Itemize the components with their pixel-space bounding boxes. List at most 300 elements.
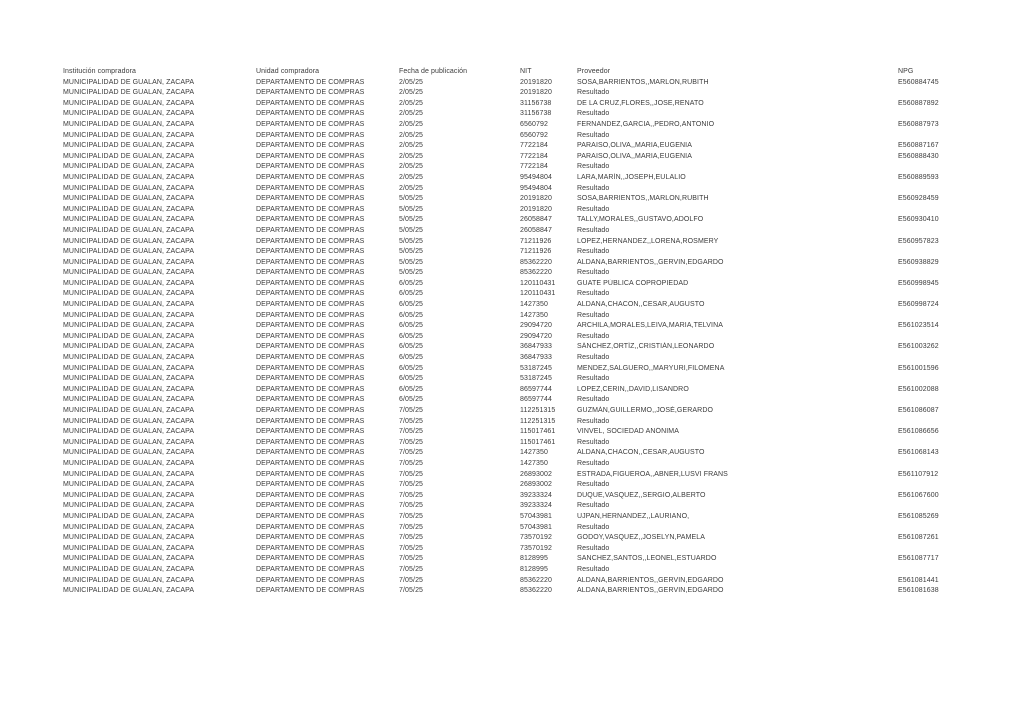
cell-institucion-compradora: MUNICIPALIDAD DE GUALAN, ZACAPA: [63, 385, 195, 393]
cell-institucion-compradora: MUNICIPALIDAD DE GUALAN, ZACAPA: [63, 258, 195, 266]
cell-nit: 95494804: [520, 184, 552, 192]
cell-fecha-publicacion: 7/05/25: [399, 481, 424, 489]
cell-npg: E560889593: [898, 173, 939, 181]
cell-institucion-compradora: MUNICIPALIDAD DE GUALAN, ZACAPA: [63, 534, 195, 542]
cell-proveedor: Resultado: [577, 544, 610, 552]
cell-fecha-publicacion: 2/05/25: [399, 152, 424, 160]
cell-npg: [898, 109, 1024, 120]
table-row: [63, 205, 1024, 216]
cell-fecha-publicacion: 2/05/25: [399, 184, 424, 192]
cell-nit: 1427350: [520, 459, 548, 467]
table-row: [63, 226, 1024, 237]
cell-proveedor: Resultado: [577, 481, 610, 489]
table-row: [63, 491, 1024, 502]
cell-npg: E561085269: [898, 512, 939, 520]
table-row: [63, 417, 1024, 428]
cell-fecha-publicacion: 6/05/25: [399, 343, 424, 351]
table-row: [63, 565, 1024, 576]
cell-npg: E560884745: [898, 78, 939, 86]
table-row: [63, 353, 1024, 364]
column-header-unidad-compradora: Unidad compradora: [256, 68, 320, 75]
table-row: [63, 438, 1024, 449]
cell-nit: 6560792: [520, 120, 548, 128]
cell-npg: [898, 162, 1024, 173]
cell-npg: E560998724: [898, 301, 939, 309]
cell-fecha-publicacion: 6/05/25: [399, 375, 424, 383]
cell-institucion-compradora: MUNICIPALIDAD DE GUALAN, ZACAPA: [63, 481, 195, 489]
cell-proveedor: Resultado: [577, 184, 610, 192]
cell-nit: 31156738: [520, 110, 552, 118]
cell-nit: 85362220: [520, 587, 552, 595]
cell-institucion-compradora: MUNICIPALIDAD DE GUALAN, ZACAPA: [63, 343, 195, 351]
cell-institucion-compradora: MUNICIPALIDAD DE GUALAN, ZACAPA: [63, 555, 195, 563]
cell-institucion-compradora: MUNICIPALIDAD DE GUALAN, ZACAPA: [63, 290, 195, 298]
cell-proveedor: Resultado: [577, 459, 610, 467]
table-row: [63, 427, 1024, 438]
cell-institucion-compradora: MUNICIPALIDAD DE GUALAN, ZACAPA: [63, 491, 195, 499]
cell-nit: 57043981: [520, 523, 552, 531]
cell-npg: [898, 438, 1024, 449]
cell-fecha-publicacion: 5/05/25: [399, 216, 424, 224]
cell-unidad-compradora: DEPARTAMENTO DE COMPRAS: [256, 258, 365, 266]
cell-npg: E560957823: [898, 237, 939, 245]
table-row: [63, 395, 1024, 406]
cell-proveedor: SANCHEZ,SANTOS,,LEONEL,ESTUARDO: [577, 555, 717, 563]
cell-proveedor: DE LA CRUZ,FLORES,,JOSE,RENATO: [577, 99, 704, 107]
cell-nit: 112251315: [520, 417, 556, 425]
cell-unidad-compradora: DEPARTAMENTO DE COMPRAS: [256, 142, 365, 150]
cell-proveedor: Resultado: [577, 354, 610, 362]
table-row: [63, 332, 1024, 343]
cell-nit: 1427350: [520, 301, 548, 309]
cell-fecha-publicacion: 7/05/25: [399, 576, 424, 584]
cell-fecha-publicacion: 7/05/25: [399, 565, 424, 573]
table-row: [63, 173, 1024, 184]
cell-fecha-publicacion: 7/05/25: [399, 407, 424, 414]
cell-npg: [898, 226, 1024, 237]
cell-proveedor: Resultado: [577, 248, 610, 256]
cell-institucion-compradora: MUNICIPALIDAD DE GUALAN, ZACAPA: [63, 311, 195, 319]
cell-npg: [898, 268, 1024, 279]
cell-proveedor: ALDANA,BARRIENTOS,,GERVIN,EDGARDO: [577, 587, 724, 595]
cell-npg: E561067600: [898, 491, 939, 499]
cell-npg: [898, 480, 1024, 491]
cell-nit: 85362220: [520, 258, 552, 266]
cell-nit: 86597744: [520, 385, 552, 393]
cell-proveedor: SOSA,BARRIENTOS,,MARLON,RUBITH: [577, 195, 709, 203]
cell-fecha-publicacion: 5/05/25: [399, 248, 424, 256]
table-row: [63, 374, 1024, 385]
cell-unidad-compradora: DEPARTAMENTO DE COMPRAS: [256, 110, 365, 118]
cell-nit: 7722184: [520, 163, 548, 171]
cell-nit: 20191820: [520, 89, 552, 97]
cell-nit: 7722184: [520, 152, 548, 160]
cell-unidad-compradora: DEPARTAMENTO DE COMPRAS: [256, 354, 365, 362]
cell-institucion-compradora: MUNICIPALIDAD DE GUALAN, ZACAPA: [63, 396, 195, 404]
table-row: [63, 194, 1024, 205]
cell-npg: [898, 395, 1024, 406]
cell-unidad-compradora: DEPARTAMENTO DE COMPRAS: [256, 375, 365, 383]
cell-npg: E560887892: [898, 99, 939, 107]
cell-nit: 85362220: [520, 576, 552, 584]
cell-npg: E561003262: [898, 343, 939, 351]
cell-institucion-compradora: MUNICIPALIDAD DE GUALAN, ZACAPA: [63, 364, 195, 372]
cell-proveedor: Resultado: [577, 269, 610, 277]
cell-proveedor: DUQUE,VASQUEZ,,SERGIO,ALBERTO: [577, 491, 706, 499]
cell-unidad-compradora: DEPARTAMENTO DE COMPRAS: [256, 131, 365, 139]
table-row: [63, 268, 1024, 279]
table-row: [63, 162, 1024, 173]
table-row: [63, 279, 1024, 290]
cell-institucion-compradora: MUNICIPALIDAD DE GUALAN, ZACAPA: [63, 438, 195, 446]
table-row: [63, 342, 1024, 353]
cell-unidad-compradora: DEPARTAMENTO DE COMPRAS: [256, 385, 365, 393]
cell-proveedor: ALDANA,BARRIENTOS,,GERVIN,EDGARDO: [577, 258, 724, 266]
cell-npg: [898, 417, 1024, 428]
cell-proveedor: ALDANA,CHACON,,CESAR,AUGUSTO: [577, 301, 705, 309]
cell-proveedor: GODOY,VASQUEZ,,JOSELYN,PAMELA: [577, 534, 706, 542]
cell-fecha-publicacion: 2/05/25: [399, 110, 424, 118]
cell-npg: [898, 374, 1024, 385]
cell-fecha-publicacion: 2/05/25: [399, 89, 424, 97]
cell-proveedor: Resultado: [577, 332, 610, 340]
cell-nit: 36847933: [520, 354, 552, 362]
cell-proveedor: GUATE PÚBLICA COPROPIEDAD: [577, 279, 689, 287]
cell-nit: 85362220: [520, 269, 552, 277]
cell-npg: [898, 289, 1024, 300]
cell-npg: [898, 523, 1024, 534]
cell-proveedor: MENDEZ,SALGUERO,,MARYURI,FILOMENA: [577, 364, 725, 372]
cell-npg: [898, 131, 1024, 142]
cell-fecha-publicacion: 2/05/25: [399, 131, 424, 139]
table-row: [63, 523, 1024, 534]
cell-fecha-publicacion: 2/05/25: [399, 99, 424, 107]
cell-institucion-compradora: MUNICIPALIDAD DE GUALAN, ZACAPA: [63, 512, 195, 520]
cell-fecha-publicacion: 7/05/25: [399, 449, 424, 457]
cell-institucion-compradora: MUNICIPALIDAD DE GUALAN, ZACAPA: [63, 449, 195, 457]
cell-institucion-compradora: MUNICIPALIDAD DE GUALAN, ZACAPA: [63, 110, 195, 118]
cell-nit: 57043981: [520, 512, 552, 520]
cell-proveedor: VINVEL, SOCIEDAD ANÓNIMA: [577, 428, 679, 436]
table-row: [63, 544, 1024, 555]
cell-npg: E560887973: [898, 120, 939, 128]
cell-institucion-compradora: MUNICIPALIDAD DE GUALAN, ZACAPA: [63, 226, 195, 234]
cell-institucion-compradora: MUNICIPALIDAD DE GUALAN, ZACAPA: [63, 99, 195, 107]
cell-unidad-compradora: DEPARTAMENTO DE COMPRAS: [256, 502, 365, 510]
cell-unidad-compradora: DEPARTAMENTO DE COMPRAS: [256, 512, 365, 520]
cell-nit: 8128995: [520, 555, 548, 563]
cell-institucion-compradora: MUNICIPALIDAD DE GUALAN, ZACAPA: [63, 237, 195, 245]
table-row: [63, 385, 1024, 396]
cell-institucion-compradora: MUNICIPALIDAD DE GUALAN, ZACAPA: [63, 322, 195, 330]
cell-institucion-compradora: MUNICIPALIDAD DE GUALAN, ZACAPA: [63, 89, 195, 97]
cell-proveedor: PARAISO,OLIVA,,MARIA,EUGENIA: [577, 152, 692, 160]
cell-fecha-publicacion: 6/05/25: [399, 279, 424, 287]
cell-nit: 120110431: [520, 290, 556, 298]
cell-unidad-compradora: DEPARTAMENTO DE COMPRAS: [256, 301, 365, 309]
table-row: [63, 576, 1024, 587]
cell-unidad-compradora: DEPARTAMENTO DE COMPRAS: [256, 428, 365, 436]
cell-proveedor: PARAISO,OLIVA,,MARIA,EUGENIA: [577, 142, 692, 150]
cell-fecha-publicacion: 5/05/25: [399, 258, 424, 266]
cell-npg: E560887167: [898, 142, 939, 150]
cell-npg: E561086656: [898, 428, 939, 436]
cell-proveedor: Resultado: [577, 89, 610, 97]
cell-fecha-publicacion: 6/05/25: [399, 290, 424, 298]
column-header-institucion-compradora: Institución compradora: [63, 68, 137, 75]
cell-unidad-compradora: DEPARTAMENTO DE COMPRAS: [256, 407, 365, 414]
cell-fecha-publicacion: 7/05/25: [399, 544, 424, 552]
cell-nit: 8128995: [520, 565, 548, 573]
cell-institucion-compradora: MUNICIPALIDAD DE GUALAN, ZACAPA: [63, 417, 195, 425]
cell-unidad-compradora: DEPARTAMENTO DE COMPRAS: [256, 438, 365, 446]
cell-fecha-publicacion: 6/05/25: [399, 301, 424, 309]
cell-fecha-publicacion: 7/05/25: [399, 491, 424, 499]
table-row: [63, 215, 1024, 226]
column-header-npg: NPG: [898, 68, 914, 75]
cell-npg: [898, 332, 1024, 343]
cell-institucion-compradora: MUNICIPALIDAD DE GUALAN, ZACAPA: [63, 544, 195, 552]
cell-proveedor: Resultado: [577, 565, 610, 573]
cell-unidad-compradora: DEPARTAMENTO DE COMPRAS: [256, 565, 365, 573]
cell-fecha-publicacion: 5/05/25: [399, 226, 424, 234]
cell-fecha-publicacion: 6/05/25: [399, 322, 424, 330]
cell-nit: 20191820: [520, 78, 552, 86]
cell-fecha-publicacion: 5/05/25: [399, 269, 424, 277]
cell-institucion-compradora: MUNICIPALIDAD DE GUALAN, ZACAPA: [63, 248, 195, 256]
cell-unidad-compradora: DEPARTAMENTO DE COMPRAS: [256, 322, 365, 330]
cell-institucion-compradora: MUNICIPALIDAD DE GUALAN, ZACAPA: [63, 428, 195, 436]
cell-npg: [898, 565, 1024, 576]
cell-nit: 1427350: [520, 449, 548, 457]
cell-unidad-compradora: DEPARTAMENTO DE COMPRAS: [256, 290, 365, 298]
cell-institucion-compradora: MUNICIPALIDAD DE GUALAN, ZACAPA: [63, 587, 195, 595]
cell-unidad-compradora: DEPARTAMENTO DE COMPRAS: [256, 481, 365, 489]
cell-fecha-publicacion: 7/05/25: [399, 417, 424, 425]
cell-proveedor: UJPAN,HERNANDEZ,,LAURIANO,: [577, 512, 690, 520]
cell-npg: [898, 501, 1024, 512]
table-row: [63, 152, 1024, 163]
table-row: [63, 131, 1024, 142]
cell-unidad-compradora: DEPARTAMENTO DE COMPRAS: [256, 311, 365, 319]
cell-proveedor: Resultado: [577, 523, 610, 531]
cell-fecha-publicacion: 6/05/25: [399, 364, 424, 372]
cell-unidad-compradora: DEPARTAMENTO DE COMPRAS: [256, 587, 365, 595]
cell-fecha-publicacion: 2/05/25: [399, 163, 424, 171]
cell-proveedor: SÁNCHEZ,ORTÍZ,,CRISTIÁN,LEONARDO: [577, 343, 715, 351]
cell-fecha-publicacion: 7/05/25: [399, 470, 424, 478]
cell-fecha-publicacion: 6/05/25: [399, 396, 424, 404]
cell-unidad-compradora: DEPARTAMENTO DE COMPRAS: [256, 544, 365, 552]
table-row: [63, 586, 1024, 597]
cell-npg: E561087717: [898, 555, 939, 563]
cell-proveedor: LOPEZ,CERIN,,DAVID,LISANDRO: [577, 385, 689, 393]
table-row: [63, 480, 1024, 491]
table-row: [63, 300, 1024, 311]
cell-proveedor: Resultado: [577, 131, 610, 139]
table-row: [63, 470, 1024, 481]
cell-nit: 120110431: [520, 279, 556, 287]
cell-institucion-compradora: MUNICIPALIDAD DE GUALAN, ZACAPA: [63, 195, 195, 203]
cell-npg: [898, 88, 1024, 99]
cell-unidad-compradora: DEPARTAMENTO DE COMPRAS: [256, 459, 365, 467]
cell-unidad-compradora: DEPARTAMENTO DE COMPRAS: [256, 120, 365, 128]
cell-nit: 71211926: [520, 237, 552, 245]
cell-fecha-publicacion: 6/05/25: [399, 354, 424, 362]
cell-fecha-publicacion: 2/05/25: [399, 78, 424, 86]
cell-unidad-compradora: DEPARTAMENTO DE COMPRAS: [256, 523, 365, 531]
table-row: [63, 237, 1024, 248]
table-row: [63, 120, 1024, 131]
table-row: [63, 533, 1024, 544]
cell-fecha-publicacion: 2/05/25: [399, 142, 424, 150]
table-row: [63, 141, 1024, 152]
cell-proveedor: Resultado: [577, 502, 610, 510]
cell-proveedor: Resultado: [577, 226, 610, 234]
cell-proveedor: FERNANDEZ,GARCIA,,PEDRO,ANTONIO: [577, 120, 715, 128]
cell-proveedor: ESTRADA,FIGUEROA,,ABNER,LUSVI FRANS: [577, 470, 728, 478]
table-row: [63, 512, 1024, 523]
cell-institucion-compradora: MUNICIPALIDAD DE GUALAN, ZACAPA: [63, 216, 195, 224]
table-row: [63, 554, 1024, 565]
cell-fecha-publicacion: 7/05/25: [399, 438, 424, 446]
cell-nit: 29094720: [520, 332, 552, 340]
cell-institucion-compradora: MUNICIPALIDAD DE GUALAN, ZACAPA: [63, 576, 195, 584]
cell-nit: 39233324: [520, 502, 552, 510]
cell-npg: E561001596: [898, 364, 939, 372]
cell-institucion-compradora: MUNICIPALIDAD DE GUALAN, ZACAPA: [63, 184, 195, 192]
cell-unidad-compradora: DEPARTAMENTO DE COMPRAS: [256, 417, 365, 425]
cell-unidad-compradora: DEPARTAMENTO DE COMPRAS: [256, 226, 365, 234]
cell-nit: 115017461: [520, 438, 556, 446]
table-row: [63, 448, 1024, 459]
cell-institucion-compradora: MUNICIPALIDAD DE GUALAN, ZACAPA: [63, 375, 195, 383]
cell-nit: 26893002: [520, 470, 552, 478]
cell-npg: E561086087: [898, 407, 939, 414]
cell-unidad-compradora: DEPARTAMENTO DE COMPRAS: [256, 184, 365, 192]
cell-fecha-publicacion: 7/05/25: [399, 428, 424, 436]
cell-npg: E560998945: [898, 279, 939, 287]
cell-unidad-compradora: DEPARTAMENTO DE COMPRAS: [256, 396, 365, 404]
cell-npg: E560888430: [898, 152, 939, 160]
cell-institucion-compradora: MUNICIPALIDAD DE GUALAN, ZACAPA: [63, 78, 195, 86]
cell-institucion-compradora: MUNICIPALIDAD DE GUALAN, ZACAPA: [63, 407, 195, 414]
cell-nit: 26058847: [520, 216, 552, 224]
cell-proveedor: Resultado: [577, 290, 610, 298]
cell-npg: [898, 544, 1024, 555]
cell-unidad-compradora: DEPARTAMENTO DE COMPRAS: [256, 576, 365, 584]
cell-npg: E561081638: [898, 587, 939, 595]
cell-nit: 73570192: [520, 544, 552, 552]
cell-nit: 26058847: [520, 226, 552, 234]
cell-nit: 53187245: [520, 364, 552, 372]
cell-npg: E561081441: [898, 576, 939, 584]
cell-institucion-compradora: MUNICIPALIDAD DE GUALAN, ZACAPA: [63, 173, 195, 181]
cell-unidad-compradora: DEPARTAMENTO DE COMPRAS: [256, 470, 365, 478]
cell-institucion-compradora: MUNICIPALIDAD DE GUALAN, ZACAPA: [63, 163, 195, 171]
table-header-row: [63, 67, 1024, 78]
cell-proveedor: Resultado: [577, 163, 610, 171]
cell-fecha-publicacion: 7/05/25: [399, 512, 424, 520]
cell-npg: E561107912: [898, 470, 939, 478]
cell-unidad-compradora: DEPARTAMENTO DE COMPRAS: [256, 173, 365, 181]
cell-npg: E560930410: [898, 216, 939, 224]
cell-fecha-publicacion: 7/05/25: [399, 502, 424, 510]
cell-unidad-compradora: DEPARTAMENTO DE COMPRAS: [256, 343, 365, 351]
cell-institucion-compradora: MUNICIPALIDAD DE GUALAN, ZACAPA: [63, 131, 195, 139]
cell-unidad-compradora: DEPARTAMENTO DE COMPRAS: [256, 216, 365, 224]
cell-nit: 53187245: [520, 375, 552, 383]
cell-fecha-publicacion: 7/05/25: [399, 459, 424, 467]
table-row: [63, 406, 1024, 417]
cell-unidad-compradora: DEPARTAMENTO DE COMPRAS: [256, 195, 365, 203]
cell-proveedor: TALLY,MORALES,,GUSTAVO,ADOLFO: [577, 216, 704, 224]
cell-unidad-compradora: DEPARTAMENTO DE COMPRAS: [256, 78, 365, 86]
cell-proveedor: Resultado: [577, 205, 610, 213]
cell-fecha-publicacion: 6/05/25: [399, 332, 424, 340]
cell-unidad-compradora: DEPARTAMENTO DE COMPRAS: [256, 163, 365, 171]
table-row: [63, 109, 1024, 120]
cell-nit: 36847933: [520, 343, 552, 351]
cell-nit: 1427350: [520, 311, 548, 319]
cell-npg: E561087261: [898, 534, 939, 542]
cell-nit: 7722184: [520, 142, 548, 150]
cell-nit: 20191820: [520, 195, 552, 203]
cell-proveedor: Resultado: [577, 417, 610, 425]
cell-proveedor: Resultado: [577, 375, 610, 383]
cell-unidad-compradora: DEPARTAMENTO DE COMPRAS: [256, 491, 365, 499]
cell-unidad-compradora: DEPARTAMENTO DE COMPRAS: [256, 534, 365, 542]
cell-unidad-compradora: DEPARTAMENTO DE COMPRAS: [256, 152, 365, 160]
cell-fecha-publicacion: 5/05/25: [399, 195, 424, 203]
cell-fecha-publicacion: 2/05/25: [399, 120, 424, 128]
cell-npg: E561068143: [898, 449, 939, 457]
table-row: [63, 247, 1024, 258]
cell-unidad-compradora: DEPARTAMENTO DE COMPRAS: [256, 332, 365, 340]
table-row: [63, 258, 1024, 269]
procurement-table: [63, 67, 1024, 597]
cell-npg: [898, 184, 1024, 195]
cell-nit: 6560792: [520, 131, 548, 139]
cell-unidad-compradora: DEPARTAMENTO DE COMPRAS: [256, 99, 365, 107]
table-row: [63, 321, 1024, 332]
cell-nit: 95494804: [520, 173, 552, 181]
cell-fecha-publicacion: 6/05/25: [399, 385, 424, 393]
cell-npg: [898, 247, 1024, 258]
cell-unidad-compradora: DEPARTAMENTO DE COMPRAS: [256, 279, 365, 287]
cell-institucion-compradora: MUNICIPALIDAD DE GUALAN, ZACAPA: [63, 279, 195, 287]
cell-unidad-compradora: DEPARTAMENTO DE COMPRAS: [256, 364, 365, 372]
cell-fecha-publicacion: 2/05/25: [399, 173, 424, 181]
cell-nit: 71211926: [520, 248, 552, 256]
cell-nit: 112251315: [520, 407, 556, 414]
cell-nit: 29094720: [520, 322, 552, 330]
cell-institucion-compradora: MUNICIPALIDAD DE GUALAN, ZACAPA: [63, 470, 195, 478]
cell-institucion-compradora: MUNICIPALIDAD DE GUALAN, ZACAPA: [63, 301, 195, 309]
cell-fecha-publicacion: 7/05/25: [399, 587, 424, 595]
cell-nit: 86597744: [520, 396, 552, 404]
table-row: [63, 88, 1024, 99]
table-body: [63, 78, 1024, 597]
cell-proveedor: LOPEZ,HERNANDEZ,,LORENA,ROSMERY: [577, 237, 719, 245]
table-row: [63, 364, 1024, 375]
cell-unidad-compradora: DEPARTAMENTO DE COMPRAS: [256, 237, 365, 245]
table-row: [63, 289, 1024, 300]
cell-institucion-compradora: MUNICIPALIDAD DE GUALAN, ZACAPA: [63, 120, 195, 128]
cell-fecha-publicacion: 5/05/25: [399, 237, 424, 245]
cell-institucion-compradora: MUNICIPALIDAD DE GUALAN, ZACAPA: [63, 565, 195, 573]
cell-nit: 20191820: [520, 205, 552, 213]
